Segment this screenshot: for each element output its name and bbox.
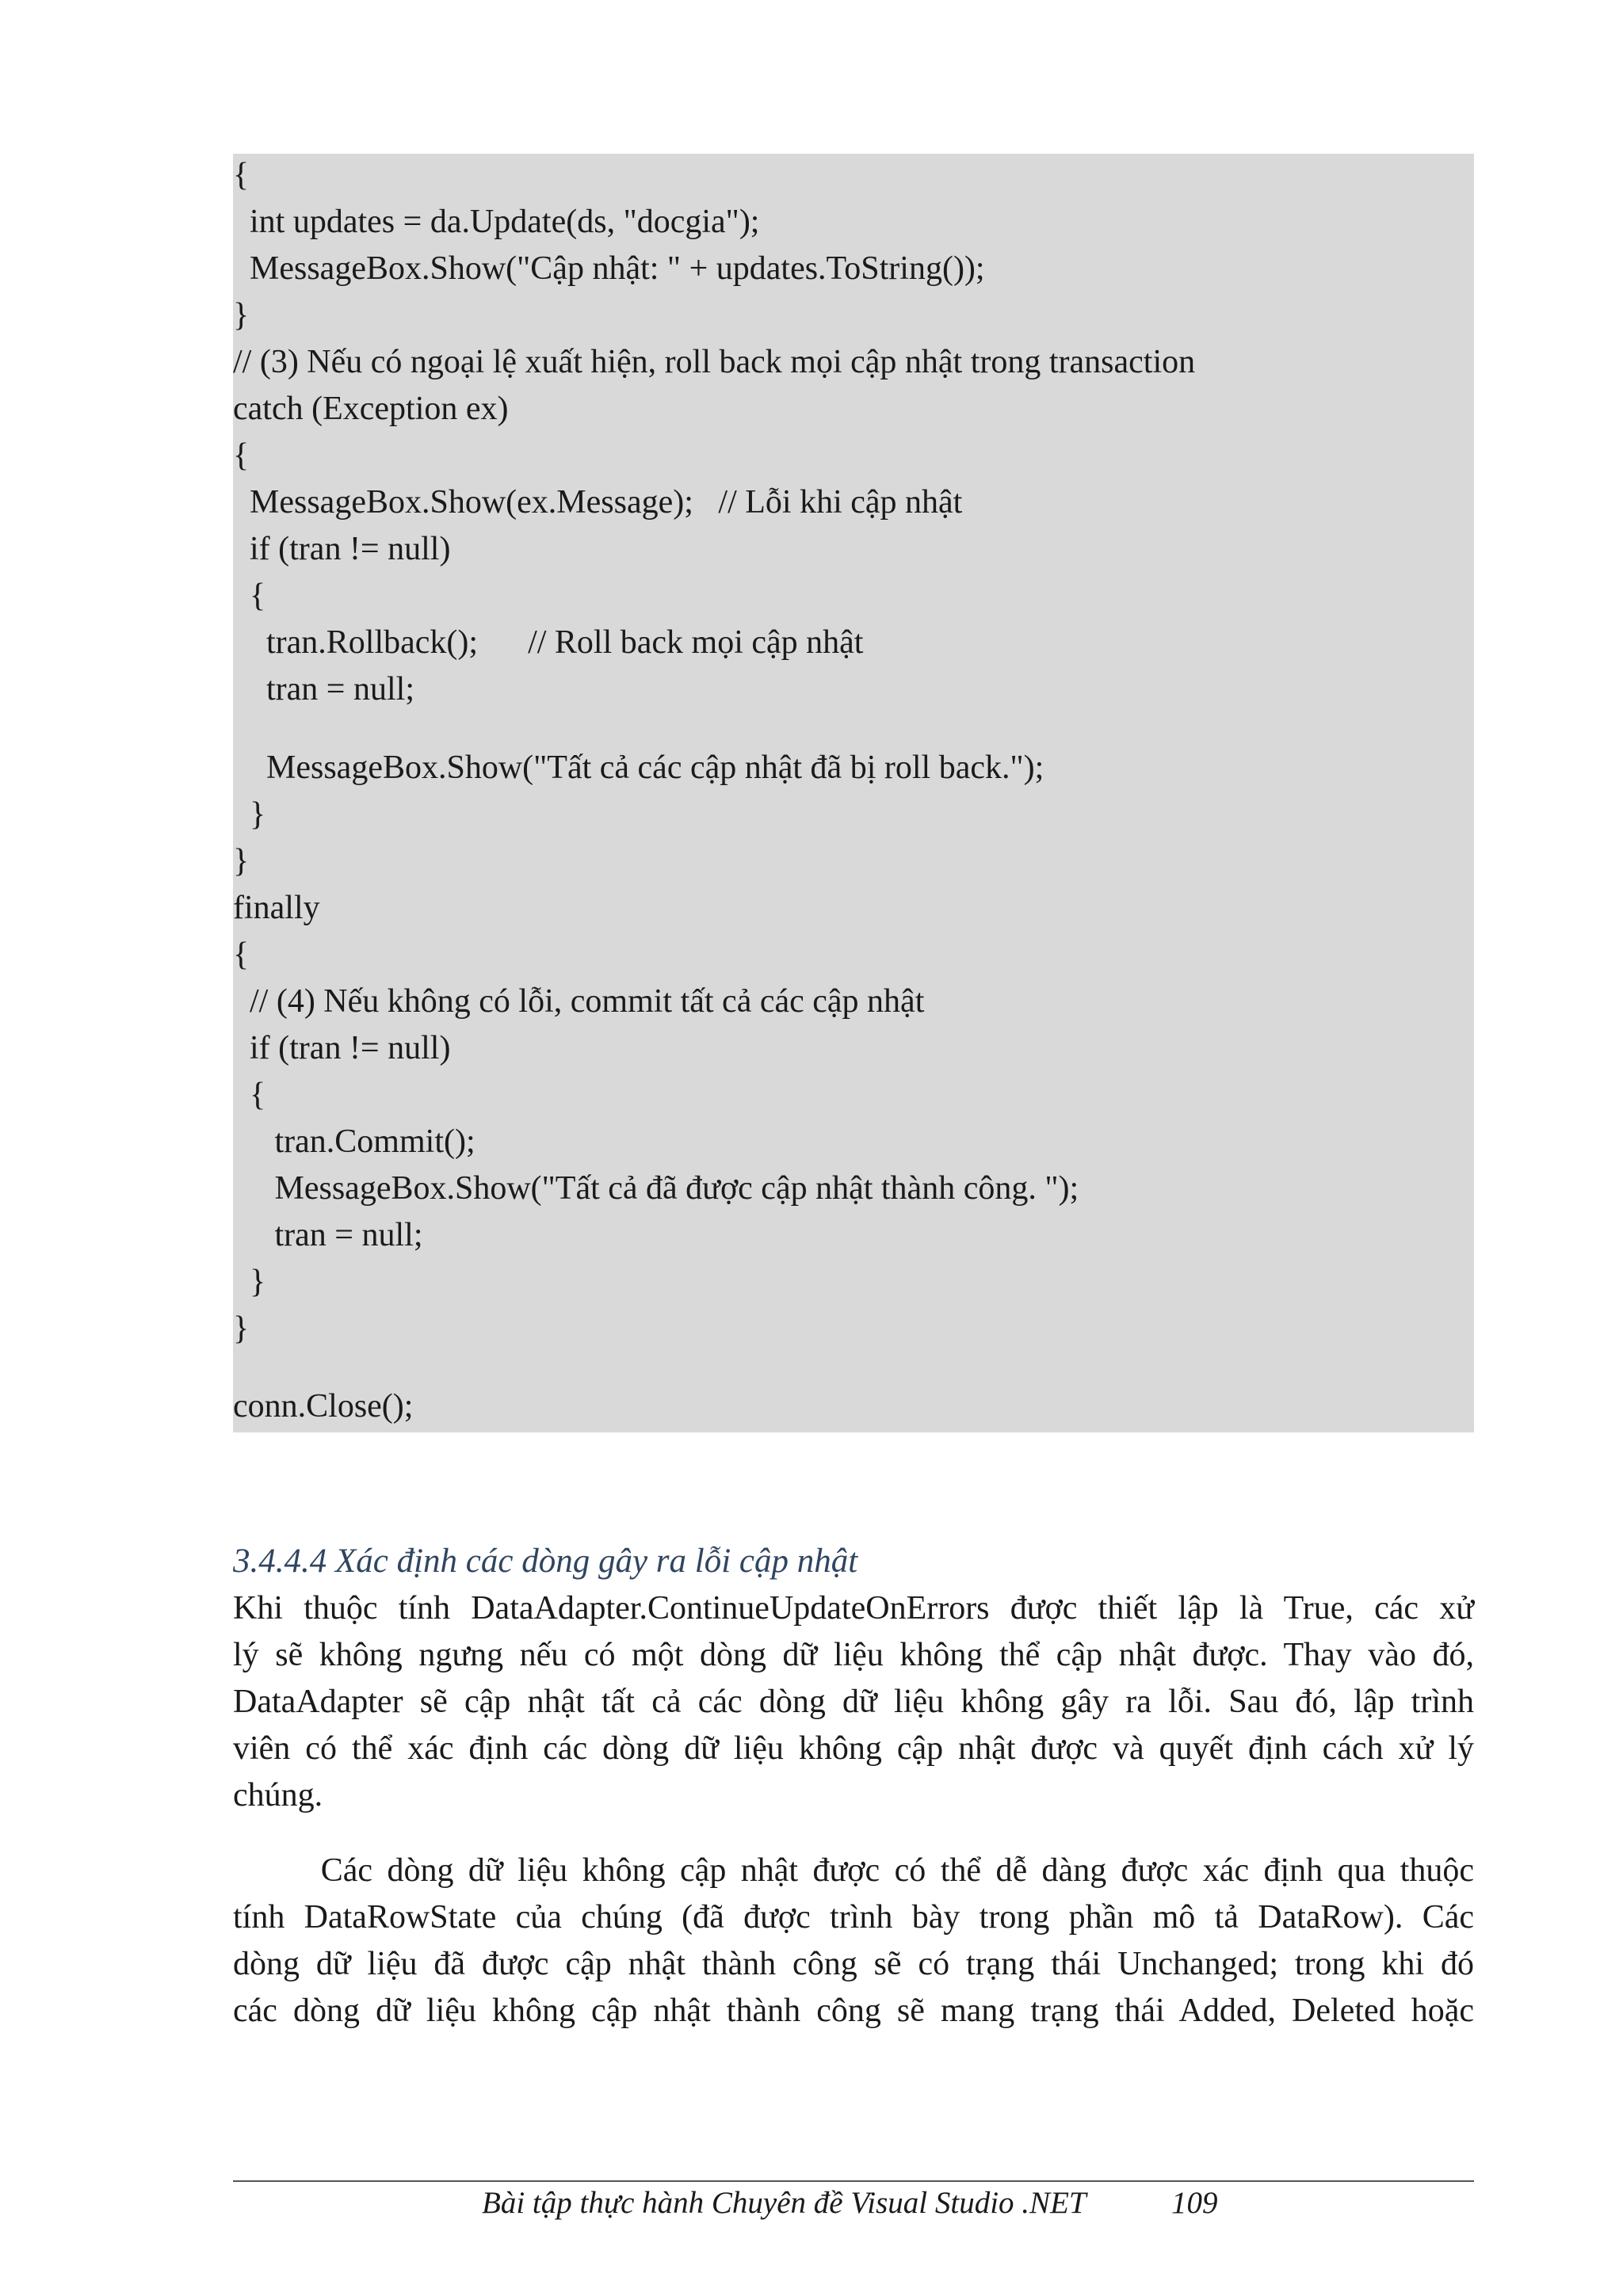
code-line: if (tran != null) [233,531,451,567]
code-line: } [233,796,266,833]
code-line: MessageBox.Show("Tất cả đã được cập nhật thành công. "); [233,1170,1079,1207]
code-line: MessageBox.Show("Cập nhật: " + updates.ToString()); [233,250,985,287]
code-line: int updates = da.Update(ds, "docgia"); [233,204,760,240]
code-line: } [233,297,250,334]
code-line: finally [233,890,320,926]
code-comment: // (4) Nếu không có lỗi, commit tất cả các cập nhật [233,983,925,1020]
paragraph-line: Khi thuộc tính DataAdapter.ContinueUpdateOnErrors được thiết lập là True, các xử [233,1590,1474,1627]
code-line: { [233,936,250,973]
page-number: 109 [1171,2186,1218,2220]
paragraph-line: lý sẽ không ngưng nếu có một dòng dữ liệu không thể cập nhật được. Thay vào đó, [233,1637,1474,1673]
code-line: tran.Commit(); [233,1123,475,1160]
code-line: { [233,157,250,193]
paragraph-line: DataAdapter sẽ cập nhật tất cả các dòng dữ liệu không gây ra lỗi. Sau đó, lập trình [233,1684,1474,1720]
code-line: if (tran != null) [233,1030,451,1066]
footer-title: Bài tập thực hành Chuyên đề Visual Studio .NET [482,2186,1086,2220]
paragraph-line: chúng. [233,1777,323,1814]
footer-divider [233,2180,1474,2182]
code-line: { [233,437,250,474]
code-line: { [233,578,266,614]
code-line: } [233,1310,250,1347]
paragraph-line: Các dòng dữ liệu không cập nhật được có thể dễ dàng được xác định qua thuộc [233,1852,1474,1889]
code-line: MessageBox.Show("Tất cả các cập nhật đã bị roll back."); [233,749,1044,786]
code-line: tran = null; [233,671,414,707]
code-line: { [233,1077,266,1113]
code-line: } [233,1264,266,1300]
paragraph-line: các dòng dữ liệu không cập nhật thành công sẽ mang trạng thái Added, Deleted hoặc [233,1993,1474,2029]
section-heading: 3.4.4.4 Xác định các dòng gây ra lỗi cập nhật [233,1543,858,1580]
code-line: conn.Close(); [233,1388,414,1425]
code-line: } [233,843,250,879]
paragraph-line: dòng dữ liệu đã được cập nhật thành công sẽ có trạng thái Unchanged; trong khi đó [233,1946,1474,1982]
code-line: tran = null; [233,1217,423,1253]
paragraph-line: tính DataRowState của chúng (đã được trình bày trong phần mô tả DataRow). Các [233,1899,1474,1936]
code-line: catch (Exception ex) [233,391,509,427]
code-line: MessageBox.Show(ex.Message); // Lỗi khi cập nhật [233,484,963,521]
code-comment: // (3) Nếu có ngoại lệ xuất hiện, roll back mọi cập nhật trong transaction [233,344,1196,380]
code-line: tran.Rollback(); // Roll back mọi cập nhật [233,624,864,661]
paragraph-line: viên có thể xác định các dòng dữ liệu không cập nhật được và quyết định cách xử lý [233,1730,1474,1767]
